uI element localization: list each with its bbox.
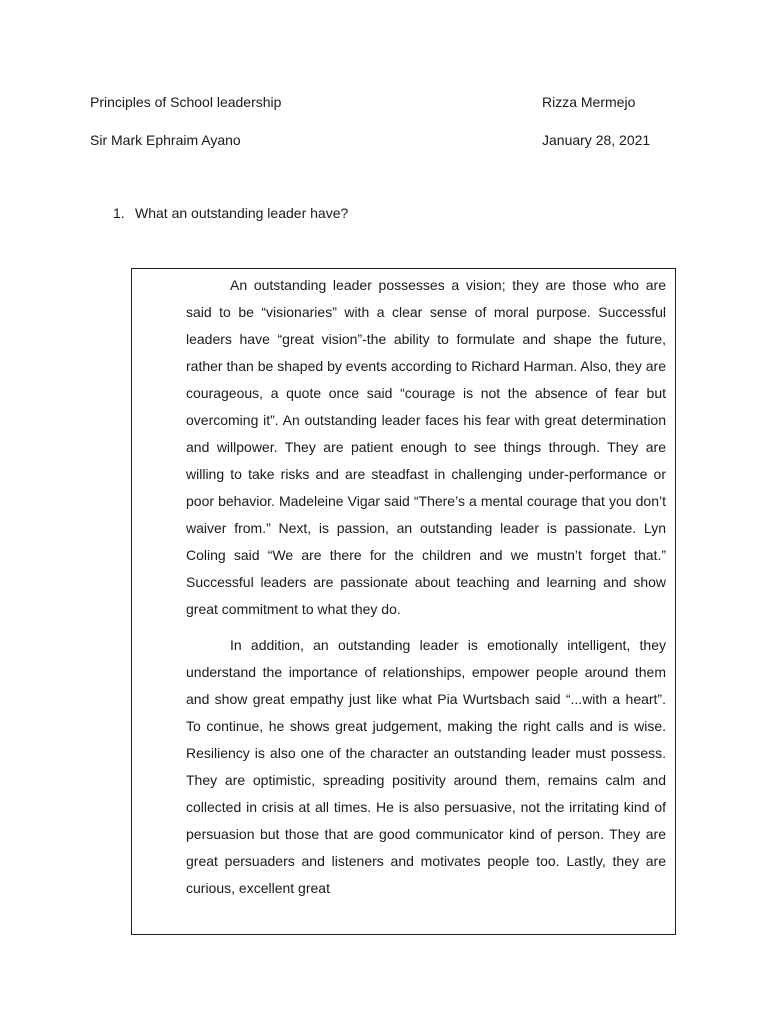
question-number: 1. xyxy=(113,205,125,221)
course-title: Principles of School leadership xyxy=(90,94,282,110)
student-name: Rizza Mermejo xyxy=(542,94,636,110)
answer-paragraph-2: In addition, an outstanding leader is emotionally intelligent, they understand the importance of relationships, empower people around them and show great empathy just like what Pia Wurtsbach said “...with a heart”. To continue, he shows great judgement, making the right calls and is wise. Resiliency is also one of the character an outstanding leader must possess. They are optimistic, spreading positivity around them, remains calm and collected in crisis at all times. He is also persuasive, not the irritating kind of persuasion but those that are good communicator kind of person. They are great persuaders and listeners and motivates people too. Lastly, they are curious, excellent great xyxy=(186,637,666,896)
submission-date: January 28, 2021 xyxy=(542,132,651,148)
instructor-name: Sir Mark Ephraim Ayano xyxy=(90,132,241,148)
question-item xyxy=(113,205,348,222)
answer-text-box xyxy=(131,268,676,935)
question-text: What an outstanding leader have? xyxy=(135,205,349,221)
answer-paragraph-1: An outstanding leader possesses a vision; they are those who are said to be “visionaries” with a clear sense of moral purpose. Successful leaders have “great vision”-the ability to formulate and shape the future, rather than be shaped by events according to Richard Harman. Also, they are courageous, a quote once said “courage is not the absence of fear but overcoming it”. An outstanding leader faces his fear with great determination and willpower. They are patient enough to see things through. They are willing to take risks and are steadfast in challenging under-performance or poor behavior. Madeleine Vigar said “There’s a mental courage that you don’t waiver from.” Next, is passion, an outstanding leader is passionate. Lyn Coling said “We are there for the children and we mustn’t forget that.” Successful leaders are passionate about teaching and learning and show great commitment to what they do. xyxy=(186,277,666,617)
answer-body xyxy=(186,272,666,902)
